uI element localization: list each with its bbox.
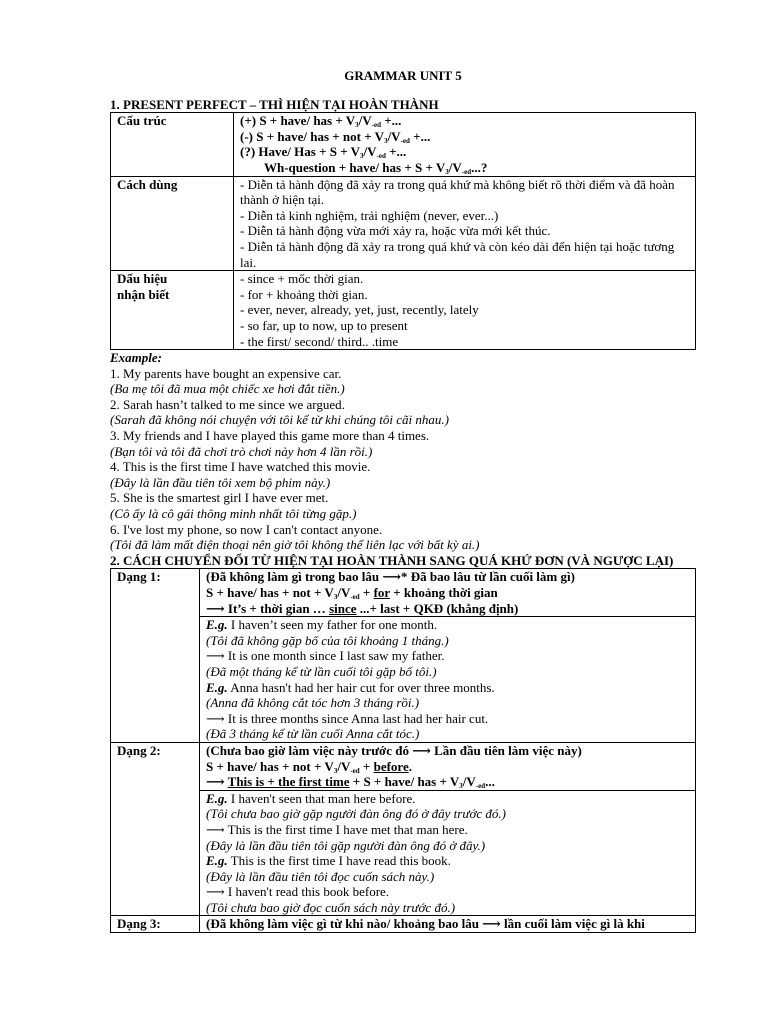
example-vi: (Cô ấy là cô gái thông minh nhất tôi từng gặp.) xyxy=(110,506,357,522)
structure-label: Cấu trúc xyxy=(111,113,234,176)
form3-label: Dạng 3: xyxy=(111,916,200,933)
examples-block xyxy=(110,350,696,553)
example-vi: (Đây là lần đầu tiên tôi xem bộ phim này.) xyxy=(110,474,331,490)
conversion-table xyxy=(110,568,696,933)
form2-rule: (Chưa bao giờ làm việc này trước đó ⟶ Lần đầu tiên làm việc này) S + have/ has + not + $V_3/V_{-ed}$ + before. ⟶ This is + the first time + S + have/ has + $V_3/V_{-ed}$... xyxy=(200,742,696,790)
sign-item: - ever, never, already, yet, just, recently, lately xyxy=(240,302,479,318)
document-page xyxy=(110,68,696,933)
usage-item: - Diễn tả hành động đã xảy ra trong quá khứ và còn kéo dài đến hiện tại hoặc tương lai. xyxy=(240,238,675,270)
example-vi: (Sarah đã không nói chuyện với tôi kể từ khi chúng tôi cãi nhau.) xyxy=(110,412,449,428)
example-en: 5. She is the smartest girl I have ever met. xyxy=(110,490,329,506)
example-vi: (Bạn tôi và tôi đã chơi trò chơi này hơn 4 lần rồi.) xyxy=(110,443,373,459)
form1-rule: (Đã không làm gì trong bao lâu ⟶* Đã bao lâu từ lần cuối làm gì) S + have/ has + not + $V_3/V_{-ed}$ + for + khoảng thời gian ⟶ It’s + thời gian … since ...+ last + QKĐ (khẳng định) xyxy=(200,569,696,617)
table-row xyxy=(111,916,696,933)
form1-examples: E.g. I haven’t seen my father for one month. (Tôi đã không gặp bố của tôi khoảng 1 tháng.) ⟶ It is one month since I last saw my father. (Đã một tháng kể từ lần cuối tôi gặp bố tôi.) E.g. Anna hasn't had her hair cut for over three months. (Anna đã không cắt tóc hơn 3 tháng rồi.) ⟶ It is three months since Anna last had her hair cut. (Đã 3 tháng kể từ lần cuối Anna cắt tóc.) xyxy=(200,617,696,743)
section2-heading: 2. CÁCH CHUYỂN ĐỔI TỪ HIỆN TẠI HOÀN THÀNH SANG QUÁ KHỨ ĐƠN (VÀ NGƯỢC LẠI) xyxy=(110,552,674,568)
structure-line: (-) S + have/ has + not + $V_3/V_{-ed}$ +... xyxy=(240,128,431,145)
example-vi: (Tôi đã làm mất điện thoại nên giờ tôi không thể liên lạc với bất kỳ ai.) xyxy=(110,537,480,553)
usage-item: - Diễn tả hành động vừa mới xảy ra, hoặc vừa mới kết thúc. xyxy=(240,223,551,239)
usage-cell xyxy=(234,176,696,271)
example-en: 3. My friends and I have played this game more than 4 times. xyxy=(110,428,430,444)
table-row xyxy=(111,569,696,617)
table-row xyxy=(111,176,696,271)
signs-cell xyxy=(234,271,696,350)
sign-item: - for + khoảng thời gian. xyxy=(240,286,368,302)
examples-label: Example: xyxy=(110,350,162,366)
table-row xyxy=(111,742,696,790)
usage-item: - Diễn tả hành động đã xảy ra trong quá khứ mà không biết rõ thời điểm và đã hoàn thành ở hiện tại. xyxy=(240,176,675,208)
table-row xyxy=(111,113,696,176)
structure-line: Wh-question + have/ has + $S + V_3/V_{-ed}$...? xyxy=(264,159,488,176)
structure-cell xyxy=(234,113,696,176)
example-en: 1. My parents have bought an expensive car. xyxy=(110,365,342,381)
section1-heading: 1. PRESENT PERFECT – THÌ HIỆN TẠI HOÀN THÀNH xyxy=(110,96,439,112)
sign-item: - the first/ second/ third.. .time xyxy=(240,333,399,349)
form2-label: Dạng 2: xyxy=(111,742,200,916)
form3-rule: (Đã không làm việc gì từ khi nào/ khoảng bao lâu ⟶ lần cuối làm việc gì là khi xyxy=(200,916,696,933)
table-row xyxy=(111,271,696,350)
sign-item: - since + mốc thời gian. xyxy=(240,271,364,287)
form1-label: Dạng 1: xyxy=(111,569,200,743)
present-perfect-table xyxy=(110,112,696,350)
structure-line: (?) Have/ Has + $S + V_3/V_{-ed}$ +... xyxy=(240,144,407,161)
form2-examples: E.g. I haven't seen that man here before. (Tôi chưa bao giờ gặp người đàn ông đó ở đây trước đó.) ⟶ This is the first time I have met that man here. (Đây là lần đầu tiên tôi gặp người đàn ông đó ở đây.) E.g. This is the first time I have read this book. (Đây là lần đầu tiên tôi đọc cuốn sách này.) ⟶ I haven't read this book before. (Tôi chưa bao giờ đọc cuốn sách này trước đó.) xyxy=(200,790,696,916)
usage-label: Cách dùng xyxy=(111,176,234,271)
example-en: 6. I've lost my phone, so now I can't contact anyone. xyxy=(110,521,383,537)
page-title: GRAMMAR UNIT 5 xyxy=(344,68,462,83)
example-en: 4. This is the first time I have watched this movie. xyxy=(110,459,371,475)
example-vi: (Ba mẹ tôi đã mua một chiếc xe hơi đắt tiền.) xyxy=(110,381,345,397)
example-en: 2. Sarah hasn’t talked to me since we argued. xyxy=(110,396,345,412)
usage-item: - Diễn tả kinh nghiệm, trải nghiệm (never, ever...) xyxy=(240,207,499,223)
sign-item: - so far, up to now, up to present xyxy=(240,317,408,333)
structure-line: (+) S + have/ has + $V_3/V_{-ed}$ +... xyxy=(240,113,402,130)
signs-label: Dấu hiệu nhận biết xyxy=(111,271,234,350)
